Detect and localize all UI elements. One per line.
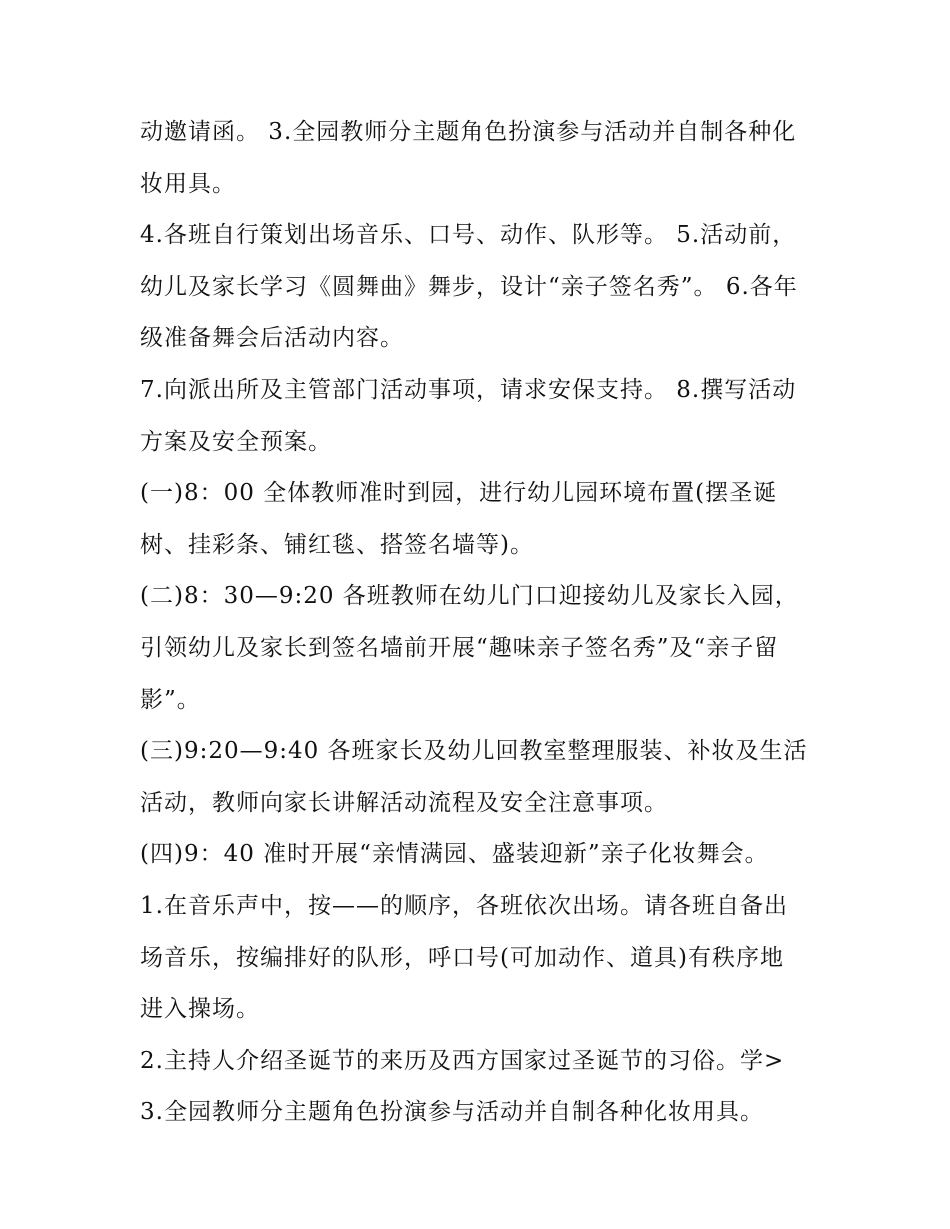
text-line: 2.主持人介绍圣诞节的来历及西方国家过圣诞节的习俗。学> [140, 1047, 785, 1074]
text-line: 引领幼儿及家长到签名墙前开展“趣味亲子签名秀”及“亲子留 [140, 634, 779, 661]
text-line: 4.各班自行策划出场音乐、口号、动作、队形等。 5.活动前， [140, 222, 797, 249]
document-body [140, 107, 820, 1139]
text-line: 1.在音乐声中，按——的顺序，各班依次出场。请各班自备出 [140, 892, 788, 919]
text-line: (三)9:20—9:40 各班家长及幼儿回教室整理服装、补妆及生活 [140, 738, 808, 765]
text-line: 场音乐，按编排好的队形，呼口号(可加动作、道具)有秩序地 [140, 944, 784, 971]
text-line: 7.向派出所及主管部门活动事项，请求安保支持。 8.撰写活动 [140, 376, 797, 403]
text-line: 级准备舞会后活动内容。 [140, 325, 404, 352]
text-line: 进入操场。 [140, 996, 260, 1023]
text-line: 树、挂彩条、铺红毯、搭签名墙等)。 [140, 531, 534, 558]
text-line: 3.全园教师分主题角色扮演参与活动并自制各种化妆用具。 [140, 1099, 764, 1126]
text-line: (二)8：30—9:20 各班教师在幼儿门口迎接幼儿及家长入园， [140, 583, 799, 610]
text-line: 活动，教师向家长讲解活动流程及安全注意事项。 [140, 789, 668, 816]
text-line: 影”。 [140, 686, 201, 713]
text-line: (四)9：40 准时开展“亲情满园、盛装迎新”亲子化妆舞会。 [140, 841, 769, 868]
text-line: 动邀请函。 3.全园教师分主题角色扮演参与活动并自制各种化 [140, 119, 797, 145]
text-line: (一)8：00 全体教师准时到园，进行幼儿园环境布置(摆圣诞 [140, 480, 778, 507]
text-line: 方案及安全预案。 [140, 428, 332, 455]
text-line: 妆用具。 [140, 170, 236, 197]
text-line: 幼儿及家长学习《圆舞曲》舞步，设计“亲子签名秀”。 6.各年 [140, 273, 798, 300]
